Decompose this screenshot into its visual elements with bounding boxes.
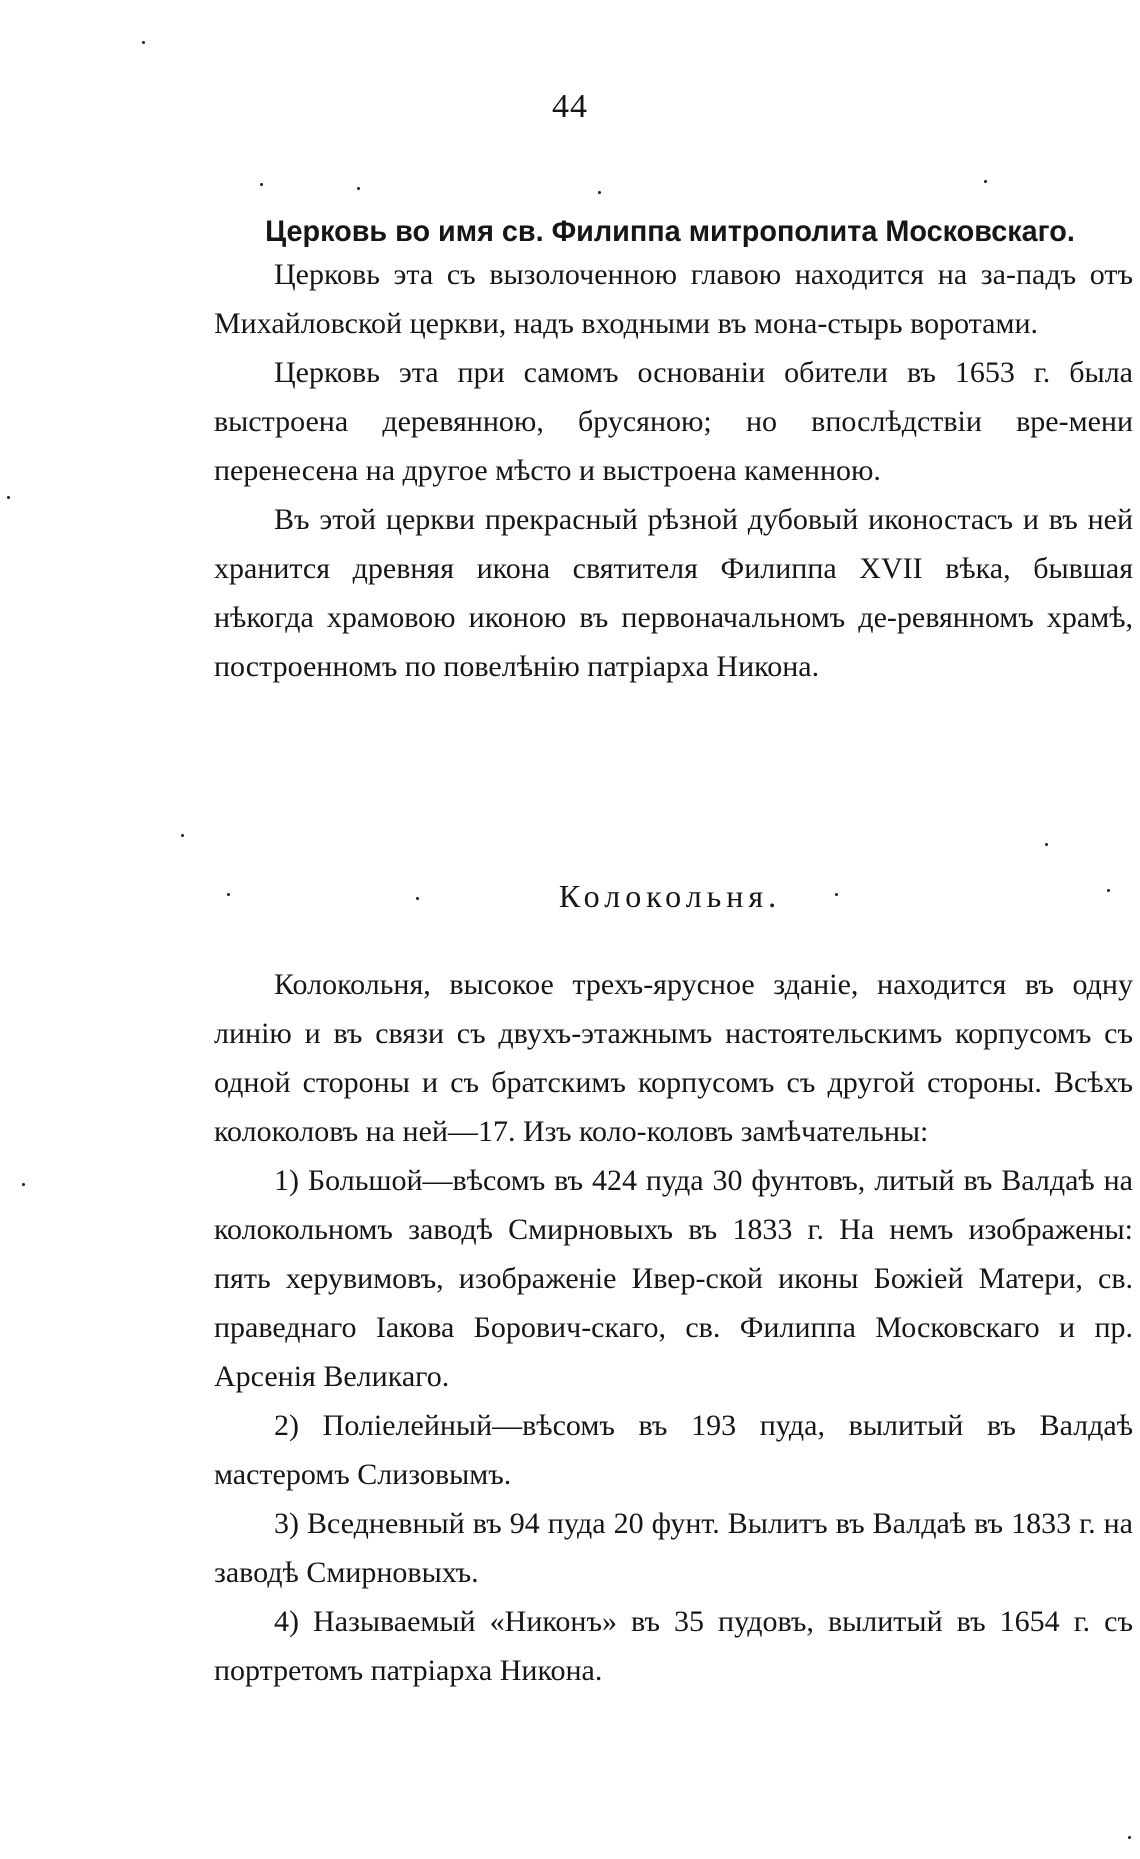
church-text — [214, 250, 1133, 691]
church-paragraph-3: Въ этой церкви прекрасный рѣзной дубовый иконостасъ и въ ней хранится древняя икона святителя Филиппа XVII вѣка, бывшая нѣкогда храмовою иконою въ первоначальномъ де-ревянномъ храмѣ, построенномъ по повелѣнію патріарха Никона. — [214, 503, 1133, 683]
section-title-belltower: Колокольня. — [558, 878, 782, 914]
scan-speck — [1128, 1836, 1131, 1839]
scan-speck — [984, 180, 987, 183]
bell-item-1: 1) Большой—вѣсомъ въ 424 пуда 30 фунтовъ, литый въ Валдаѣ на колокольномъ заводѣ Смирновыхъ въ 1833 г. На немъ изображены: пять херувимовъ, изображеніе Ивер-ской иконы Божіей Матери, св. праведнаго Іакова Борович-скаго, св. Филиппа Московскаго и пр. Арсенія Великаго. — [214, 1164, 1133, 1393]
scan-speck — [835, 893, 838, 896]
scan-speck — [227, 893, 230, 896]
scan-speck — [260, 183, 263, 186]
scan-speck — [22, 1183, 25, 1186]
bell-item-3: 3) Вседневный въ 94 пуда 20 фунт. Вылитъ въ Валдаѣ въ 1833 г. на заводѣ Смирновыхъ. — [214, 1507, 1133, 1589]
scan-speck — [1045, 843, 1048, 846]
bell-item-4: 4) Называемый «Никонъ» въ 35 пудовъ, вылитый въ 1654 г. съ портретомъ патріарха Никона. — [214, 1605, 1133, 1687]
scan-speck — [357, 187, 360, 190]
scan-speck — [7, 496, 10, 499]
bell-item-2: 2) Поліелейный—вѣсомъ въ 193 пуда, вылитый въ Валдаѣ мастеромъ Слизовымъ. — [214, 1409, 1133, 1491]
section-title-church: Церковь во имя св. Филиппа митрополита Московскаго. — [265, 215, 1075, 248]
church-paragraph-1: Церковь эта съ вызолоченною главою находится на за-падъ отъ Михайловской церкви, надъ входными въ мона-стырь воротами. — [214, 258, 1133, 340]
scan-speck — [142, 41, 145, 44]
church-paragraph-2: Церковь эта при самомъ основаніи обители въ 1653 г. была выстроена деревянною, брусяною; но впослѣдствіи вре-мени перенесена на другое мѣсто и выстроена каменною. — [214, 356, 1133, 487]
scan-speck — [1107, 889, 1110, 892]
scan-speck — [181, 834, 184, 837]
scan-speck — [598, 191, 601, 194]
belltower-paragraph-intro: Колокольня, высокое трехъ-ярусное зданіе, находится въ одну линію и въ связи съ двухъ-этажнымъ настоятельскимъ корпусомъ съ одной стороны и съ братскимъ корпусомъ съ другой стороны. Всѣхъ колоколовъ на ней—17. Изъ коло-коловъ замѣчательны: — [214, 968, 1133, 1148]
page-number: 44 — [552, 88, 588, 125]
belltower-text — [214, 960, 1133, 1695]
scan-speck — [416, 897, 419, 900]
